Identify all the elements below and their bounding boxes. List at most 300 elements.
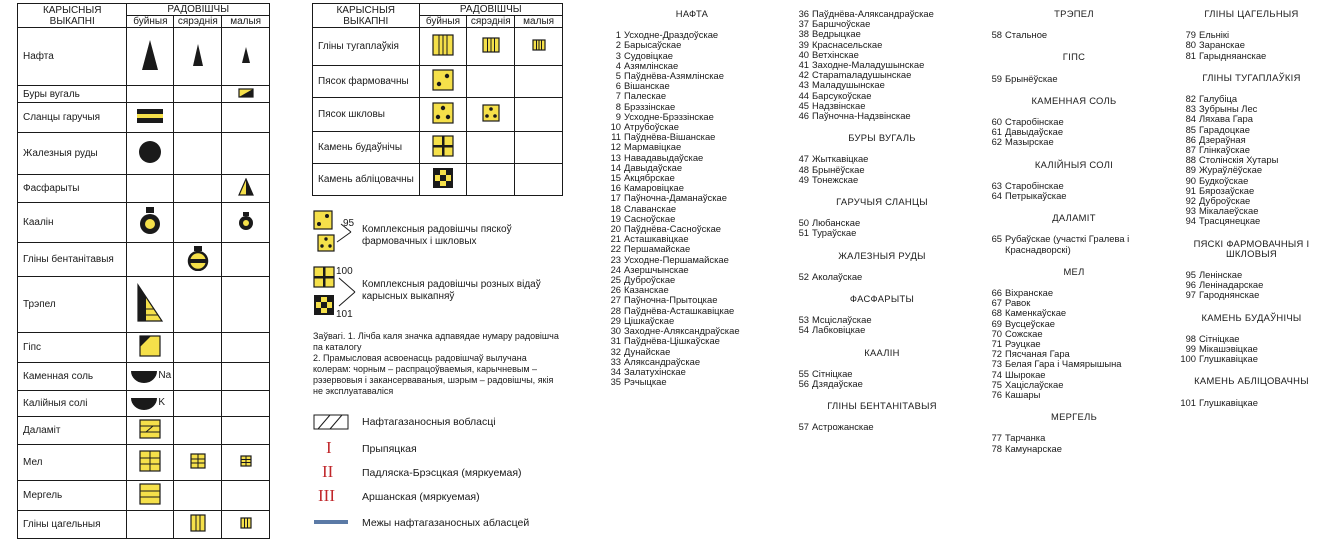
catalog-entry-name: Столінскія Хутары: [1199, 154, 1279, 166]
row-label: Камень абліцовачны: [313, 164, 420, 196]
catalog-entry-name: Баршчоўскае: [812, 18, 871, 30]
catalog-entry-number: 57: [798, 421, 809, 433]
catalog-entry-name: Дуброўскае: [1199, 195, 1251, 207]
catalog-entry: [792, 272, 972, 282]
catalog-entry-number: 18: [610, 202, 621, 214]
catalog-entry-number: 54: [798, 324, 809, 336]
catalog-section-heading: ГІПС: [1062, 51, 1086, 63]
catalog-entry-number: 75: [991, 378, 1002, 390]
rock-salt-large-icon: [130, 370, 158, 384]
glass-sand-medium-icon: [482, 104, 500, 122]
region-podlasie-label: Падляска-Брэсцкая (мяркуемая): [362, 467, 522, 479]
catalog-entry-name: Рэчыцкае: [624, 376, 667, 388]
catalog-entry-number: 64: [991, 190, 1002, 202]
catalog-entry: [985, 191, 1163, 201]
catalog-entry-number: 40: [798, 48, 809, 60]
catalog-entry-number: 79: [1185, 29, 1196, 41]
catalog-entry-number: 8: [615, 100, 621, 112]
catalog-entry-number: 74: [991, 368, 1002, 380]
oil-shale-large-icon: [136, 108, 164, 124]
row-label: Камень будаўнічы: [313, 132, 420, 164]
catalog-section-heading: КАМЕНЬ БУДАЎНІЧЫ: [1201, 311, 1302, 323]
notes: [313, 331, 563, 397]
catalog-entry: [792, 228, 972, 238]
catalog-entry-number: 73: [991, 358, 1002, 370]
catalog-section-heading: ГЛІНЫ ЦАГЕЛЬНЫЯ: [1204, 8, 1299, 19]
potassium-label: K: [158, 396, 166, 408]
catalog-entry-number: 95: [1185, 269, 1196, 281]
catalog-entry-number: 98: [1185, 332, 1196, 344]
row-label: Нафта: [18, 28, 127, 86]
catalog-entry-number: 2: [615, 39, 621, 51]
catalog-entry: [792, 325, 972, 335]
catalog-entry-number: 46: [798, 110, 809, 122]
catalog-entry: [985, 74, 1163, 84]
catalog-section-heading: БУРЫ ВУГАЛЬ: [848, 132, 916, 144]
catalog-entry-number: 3: [615, 49, 621, 61]
catalog-entry-name: Астрожанскае: [812, 421, 874, 433]
catalog-entry-name: Паўднёва-Сасноўскае: [624, 223, 721, 235]
refractory-clay-large-icon: [432, 34, 454, 56]
refractory-clay-medium-icon: [482, 37, 500, 53]
header-small: малыя: [222, 16, 270, 28]
catalog-entry-number: 16: [610, 182, 621, 194]
catalog-entry: [1179, 290, 1324, 300]
oil-gas-area-icon: [313, 414, 349, 430]
catalog-entry-name: Тонежскае: [812, 173, 859, 185]
catalog-entry-name: Тураўскае: [812, 227, 857, 239]
catalog-entry-name: Усходне-Брэззінскае: [624, 110, 714, 122]
row-label: Каалін: [18, 203, 127, 243]
catalog-entry-name: Азямлінскае: [624, 59, 679, 71]
catalog-entry-number: 48: [798, 163, 809, 175]
catalog-entry-name: Петрыкаўскае: [1005, 190, 1067, 202]
catalog-entry-name: Палескае: [624, 90, 667, 102]
catalog-entry-name: Брынёўскае: [812, 163, 865, 175]
catalog-entry-name: Жураўлёўскае: [1199, 164, 1263, 176]
catalog-section-heading: ПЯСКІ ФАРМОВАЧНЫЯ І ШКЛОВЫЯ: [1193, 237, 1310, 259]
refractory-clay-small-icon: [532, 39, 546, 51]
catalog-entry-number: 84: [1185, 113, 1196, 125]
catalog-entry-number: 34: [610, 365, 621, 377]
catalog-entry-number: 28: [610, 304, 621, 316]
catalog-entry-number: 85: [1185, 123, 1196, 135]
chalk-large-icon: [139, 450, 161, 472]
catalog-entry-number: 39: [798, 38, 809, 50]
catalog-entry-number: 38: [798, 28, 809, 40]
catalog-entry-name: Паўднёва-Асташкавіцкае: [624, 304, 735, 316]
catalog-entry: [604, 377, 780, 387]
catalog-entry-number: 90: [1185, 174, 1196, 186]
catalog-entry-name: Мікалаеўскае: [1199, 205, 1259, 217]
catalog-entry-number: 91: [1185, 184, 1196, 196]
catalog-section-heading: КАМЕНЬ АБЛІЦОВАЧНЫ: [1194, 375, 1309, 387]
catalog-entry-name: Заходне-Аляксандраўскае: [624, 325, 740, 337]
catalog-entry-name: Залатухінскае: [624, 365, 686, 377]
region-border-label: Межы нафтагазаносных абласцей: [362, 517, 530, 529]
catalog-entry-name: Старобінскае: [1005, 179, 1064, 191]
catalog-entry-number: 41: [798, 59, 809, 71]
catalog-entry-name: Брынёўскае: [1005, 72, 1058, 84]
catalog-entry-name: Паўночна-Прытоцкае: [624, 294, 718, 306]
catalog-section-heading: КАЛІЙНЫЯ СОЛІ: [1034, 158, 1114, 170]
catalog-entry-name: Гарыдняанскае: [1199, 49, 1267, 61]
catalog-entry-name: Паўночна-Надзвінскае: [812, 110, 911, 122]
catalog-entry-number: 32: [610, 345, 621, 357]
catalog-entry-name: Дуброўскае: [624, 274, 676, 286]
catalog-entry-name: Ляхава Гара: [1199, 113, 1253, 125]
catalog-entry-number: 56: [798, 378, 809, 390]
chalk-medium-icon: [190, 453, 206, 469]
row-label: Пясок шкловы: [313, 98, 420, 132]
catalog-section-heading: МЕРГЕЛЬ: [1050, 411, 1098, 423]
catalog-entry-number: 36: [798, 8, 809, 19]
catalog-entry-name: Ведрыцкае: [812, 28, 861, 40]
brown-coal-small-icon: [238, 88, 254, 98]
catalog-entry-name: Старобінскае: [1005, 116, 1064, 128]
catalog-entry-name: Мікашэвіцкае: [1199, 343, 1258, 355]
header-large: буйныя: [419, 16, 467, 28]
region-border-icon: [313, 519, 349, 525]
catalog-entry-name: Віхранскае: [1005, 287, 1054, 299]
catalog-entry-name: Лабковіцкае: [812, 324, 866, 336]
region-numeral-1: I: [326, 438, 332, 457]
iron-ore-large-icon: [138, 140, 162, 164]
catalog-entry-name: Казанскае: [624, 284, 669, 296]
phosphorite-small-icon: [238, 178, 254, 196]
catalog-entry-number: 42: [798, 69, 809, 81]
catalog-entry-number: 47: [798, 153, 809, 165]
catalog-entry-number: 88: [1185, 154, 1196, 166]
catalog-entry-number: 71: [991, 338, 1002, 350]
catalog-entry: [985, 30, 1163, 40]
catalog-section-heading: ФАСФАРЫТЫ: [849, 293, 915, 305]
catalog-entry-name: Паўднёва-Азямлінскае: [624, 70, 724, 82]
catalog-entry-name: Рубаўскае (участкі Гралева і Краснадворскі): [1005, 233, 1130, 255]
catalog-entry-number: 33: [610, 355, 621, 367]
catalog-entry-number: 21: [610, 233, 621, 245]
catalog-entry-name: Шырокае: [1005, 368, 1046, 380]
catalog-section-heading: МЕЛ: [1063, 265, 1085, 277]
catalog-entry-name: Ленінадарскае: [1199, 279, 1264, 291]
catalog-entry-number: 65: [991, 233, 1002, 245]
catalog-entry-number: 81: [1185, 49, 1196, 61]
catalog-entry-number: 101: [1180, 396, 1196, 408]
catalog-section-heading: ДАЛАМІТ: [1052, 212, 1096, 224]
catalog-entry-number: 76: [991, 389, 1002, 401]
catalog-entry: [792, 422, 972, 432]
catalog-entry-name: Трасцянецкае: [1199, 215, 1261, 227]
catalog-entry-number: 83: [1185, 103, 1196, 115]
catalog-entry-name: Мсціслаўскае: [812, 314, 872, 326]
catalog-entry-number: 69: [991, 317, 1002, 329]
catalog-section-heading: ТРЭПЕЛ: [1054, 8, 1094, 19]
catalog-entry-number: 4: [615, 59, 621, 71]
catalog-entry-number: 70: [991, 327, 1002, 339]
catalog-entry-name: Дзядаўскае: [812, 378, 863, 390]
catalog-entry-name: Тарчанка: [1005, 432, 1046, 444]
catalog-entry-name: Рэуцкае: [1005, 338, 1041, 350]
catalog-entry: [985, 137, 1163, 147]
catalog-entry-number: 68: [991, 307, 1002, 319]
region-pripyat-label: Прыпяцкая: [362, 443, 417, 455]
catalog-entry-name: Зубрыны Лес: [1199, 103, 1258, 115]
catalog-entry-number: 7: [615, 90, 621, 102]
catalog-entry-name: Сітніцкае: [1199, 332, 1240, 344]
dolomite-large-icon: [139, 419, 161, 439]
catalog-entry-name: Стараmаладушынскае: [812, 69, 912, 81]
catalog-entry-name: Бярозаўскае: [1199, 184, 1255, 196]
catalog-entry-name: Усходне-Драздоўскае: [624, 29, 719, 41]
catalog-entry-number: 17: [610, 192, 621, 204]
catalog-entry-number: 9: [615, 110, 621, 122]
kaolin-small-icon: [238, 211, 254, 231]
header-medium: сярэднія: [174, 16, 222, 28]
catalog-entry-name: Ветхінскае: [812, 48, 859, 60]
row-label: Мергель: [18, 481, 127, 511]
catalog-entry-number: 66: [991, 287, 1002, 299]
catalog-entry-number: 50: [798, 217, 809, 229]
catalog-entry: [985, 444, 1163, 454]
catalog-entry-number: 89: [1185, 164, 1196, 176]
catalog-entry-name: Гароднянскае: [1199, 289, 1260, 301]
row-label: Гліны тугаплаўкія: [313, 28, 420, 66]
catalog-entry-number: 72: [991, 348, 1002, 360]
row-label: Гіпс: [18, 333, 127, 363]
catalog-entry-number: 49: [798, 173, 809, 185]
catalog-entry-name: Каменкаўскае: [1005, 307, 1067, 319]
header-minerals: КАРЫСНЫЯ ВЫКАПНІ: [313, 4, 420, 28]
catalog-entry-number: 93: [1185, 205, 1196, 217]
region-numeral-2: II: [322, 462, 334, 481]
facing-stone-large-icon: [432, 167, 454, 189]
catalog-entry-number: 35: [610, 376, 621, 388]
catalog-entry: [792, 111, 972, 121]
catalog-entry-number: 6: [615, 80, 621, 92]
catalog-entry-name: Усходне-Першамайскае: [624, 253, 729, 265]
chalk-small-icon: [240, 455, 252, 467]
row-label: Калійныя солі: [18, 391, 127, 417]
region-numeral-3: III: [318, 486, 335, 505]
catalog-entry-name: Асташкавіцкае: [624, 233, 689, 245]
row-label: Пясок фармовачны: [313, 66, 420, 98]
region-orsha-label: Аршанская (мяркуемая): [362, 491, 480, 503]
catalog-entry-name: Давыдаўскае: [624, 161, 683, 173]
catalog-section-heading: КААЛІН: [864, 346, 900, 358]
catalog-entry-name: Давыдаўскае: [1005, 126, 1064, 138]
catalog-entry-name: Атрубоўскае: [624, 121, 679, 133]
catalog-entry-name: Сітніцкае: [812, 367, 853, 379]
note-2: 2. Прамысловая асвоенасць радовішчаў вылучана колерам: чорным – распрацоўваемыя, карычневым – рэзервовыя і закансерваваныя, шэрым – радовішчы, якія не эксплуатаваліся: [313, 353, 554, 396]
header-small: малыя: [515, 16, 563, 28]
catalog-entry-name: Ленінскае: [1199, 269, 1243, 281]
catalog-entry-number: 20: [610, 223, 621, 235]
glass-sand-large-icon: [432, 102, 454, 124]
catalog-entry-number: 19: [610, 212, 621, 224]
catalog-entry-number: 13: [610, 151, 621, 163]
catalog-entry-number: 59: [991, 72, 1002, 84]
catalog-entry-name: Глушкавіцкае: [1199, 353, 1258, 365]
catalog-entry-name: Равок: [1005, 297, 1031, 309]
catalog-entry-name: Судовіцкае: [624, 49, 673, 61]
catalog-entry-number: 96: [1185, 279, 1196, 291]
catalog-entry-name: Мармавіцкае: [624, 141, 682, 153]
catalog-entry-name: Пясчаная Гара: [1005, 348, 1070, 360]
brick-clay-small-icon: [240, 517, 252, 529]
catalog-entry-name: Гарадоцкае: [1199, 123, 1250, 135]
catalog-entry-name: Навадавыдаўскае: [624, 151, 704, 163]
catalog-entry-name: Глінкаўскае: [1199, 144, 1250, 156]
catalog-entry-number: 77: [991, 432, 1002, 444]
catalog-entry-number: 82: [1185, 93, 1196, 105]
row-label: Мел: [18, 445, 127, 481]
row-label: Трэпел: [18, 277, 127, 333]
catalog-entry: [985, 234, 1163, 254]
catalog-entry-number: 27: [610, 294, 621, 306]
catalog-entry-number: 80: [1185, 39, 1196, 51]
catalog-entry-number: 15: [610, 172, 621, 184]
catalog-entry-number: 99: [1185, 343, 1196, 355]
catalog-entry-number: 14: [610, 161, 621, 173]
row-label: Гліны бентанітавыя: [18, 243, 127, 277]
catalog-entry-name: Белая Гара і Чамярышына: [1005, 358, 1122, 370]
complex-sand-icon: [313, 210, 353, 254]
catalog-entry: [1179, 51, 1324, 61]
header-large: буйныя: [127, 16, 174, 28]
catalog-entry-name: Хаціслаўскае: [1005, 378, 1064, 390]
catalog-entry-number: 52: [798, 270, 809, 282]
catalog-entry-name: Барысаўскае: [624, 39, 682, 51]
catalog-entry-number: 51: [798, 227, 809, 239]
catalog-entry-number: 63: [991, 179, 1002, 191]
catalog-entry: [1179, 398, 1324, 408]
catalog-entry-number: 87: [1185, 144, 1196, 156]
brick-clay-medium-icon: [190, 514, 206, 532]
header-minerals: КАРЫСНЫЯ ВЫКАПНІ: [18, 4, 127, 28]
catalog-entry: [985, 390, 1163, 400]
catalog-section-heading: ЖАЛЕЗНЫЯ РУДЫ: [838, 249, 926, 261]
catalog-entry-name: Заходне-Маладушынскае: [812, 59, 925, 71]
catalog-entry-name: Азершчынскае: [624, 263, 689, 275]
catalog-entry-number: 62: [991, 136, 1002, 148]
catalog-entry: [604, 336, 780, 346]
complex-number-100: 100: [336, 266, 353, 277]
catalog-entry-name: Кашары: [1005, 389, 1041, 401]
row-label: Буры вугаль: [18, 86, 127, 103]
catalog-entry: [792, 175, 972, 185]
complex-number-95: 95: [343, 218, 355, 229]
catalog-section-heading: КАМЕННАЯ СОЛЬ: [1031, 94, 1117, 106]
catalog-entry-number: 25: [610, 274, 621, 286]
molding-sand-large-icon: [432, 69, 454, 91]
marl-large-icon: [139, 483, 161, 505]
catalog-entry-number: 97: [1185, 289, 1196, 301]
catalog-entry-name: Будкоўскае: [1199, 174, 1249, 186]
row-label: Жалезныя руды: [18, 133, 127, 175]
catalog-entry-number: 43: [798, 79, 809, 91]
catalog-entry-name: Першамайскае: [624, 243, 691, 255]
catalog-entry-name: Аляксандраўскае: [624, 355, 701, 367]
catalog-section-heading: ГЛІНЫ БЕНТАНІТАВЫЯ: [827, 400, 937, 412]
oil-large-icon: [140, 38, 160, 72]
catalog-entry-name: Жыткавіцкае: [812, 153, 869, 165]
catalog-entry-name: Дунайскае: [624, 345, 671, 357]
kaolin-large-icon: [138, 206, 162, 236]
catalog-entry-number: 100: [1180, 353, 1196, 365]
gypsum-large-icon: [139, 335, 161, 357]
row-label: Фасфарыты: [18, 175, 127, 203]
catalog-entry-number: 11: [611, 131, 621, 143]
catalog-entry-name: Акцябрскае: [624, 172, 675, 184]
catalog-entry-number: 29: [610, 314, 621, 326]
catalog-entry-name: Глушкавіцкае: [1199, 396, 1258, 408]
catalog-entry-name: Камунарскае: [1005, 442, 1062, 454]
catalog-column-1: [604, 9, 780, 387]
catalog-entry-name: Стальное: [1005, 29, 1048, 41]
catalog-entry-number: 44: [798, 89, 809, 101]
catalog-entry-name: Паўднёва-Вішанскае: [624, 131, 716, 143]
building-stone-large-icon: [432, 135, 454, 157]
catalog-entry-name: Цішкаўскае: [624, 314, 675, 326]
row-label: Каменная соль: [18, 363, 127, 391]
catalog-entry-number: 67: [991, 297, 1002, 309]
bentonite-medium-icon: [187, 245, 209, 271]
catalog-entry-number: 24: [610, 263, 621, 275]
catalog-column-2: [792, 9, 972, 433]
catalog-entry-name: Надзвінскае: [812, 99, 866, 111]
header-deposits: РАДОВІШЧЫ: [419, 4, 562, 16]
header-deposits: РАДОВІШЧЫ: [127, 4, 270, 16]
catalog-entry-name: Мазырскае: [1005, 136, 1054, 148]
catalog-entry-name: Заранскае: [1199, 39, 1245, 51]
catalog-entry-number: 86: [1185, 133, 1196, 145]
catalog-entry-name: Краснасельскае: [812, 38, 883, 50]
catalog-entry-name: Сасноўскае: [624, 212, 676, 224]
catalog-section-heading: НАФТА: [675, 8, 709, 19]
catalog-entry-name: Славанскае: [624, 202, 677, 214]
oil-small-icon: [240, 45, 252, 65]
catalog-section-heading: ГАРУЧЫЯ СЛАНЦЫ: [836, 196, 928, 208]
catalog-entry-number: 26: [610, 284, 621, 296]
row-label: Гліны цагельныя: [18, 511, 127, 539]
catalog-entry-name: Аколаўскае: [812, 270, 863, 282]
catalog-entry-number: 45: [798, 99, 809, 111]
catalog-entry-number: 5: [615, 70, 621, 82]
catalog-entry-number: 30: [610, 325, 621, 337]
complex-number-101: 101: [336, 309, 353, 320]
catalog-entry-name: Дзераўная: [1199, 133, 1246, 145]
row-label: Сланцы гаручыя: [18, 103, 127, 133]
note-1: Заўвагі. 1. Лічба каля значка адпавядае нумару радовішча па каталогу: [313, 331, 559, 352]
catalog-entry-number: 37: [798, 18, 809, 30]
complex-sand-text: Комплексныя радовішчы пяскоў фармовачных і шкловых: [362, 224, 512, 247]
catalog-entry-name: Маладушынскае: [812, 79, 885, 91]
catalog-entry-number: 53: [798, 314, 809, 326]
catalog-entry-number: 31: [610, 335, 621, 347]
catalog-entry-name: Галубіца: [1199, 93, 1238, 105]
catalog-column-3: [985, 9, 1163, 454]
catalog-entry-name: Сожскае: [1005, 327, 1043, 339]
complex-mixed-text: Комплексныя радовішчы розных відаў карысных выкапняў: [362, 279, 541, 302]
catalog-entry-number: 1: [615, 29, 621, 41]
catalog-entry-number: 92: [1185, 195, 1196, 207]
catalog-entry-name: Любанскае: [812, 217, 861, 229]
oil-gas-area-label: Нафтагазаносныя вобласці: [362, 416, 496, 428]
sodium-label: Na: [158, 369, 172, 381]
catalog-entry-name: Вусцеўскае: [1005, 317, 1056, 329]
catalog-entry-number: 94: [1185, 215, 1196, 227]
catalog-entry-number: 12: [610, 141, 621, 153]
